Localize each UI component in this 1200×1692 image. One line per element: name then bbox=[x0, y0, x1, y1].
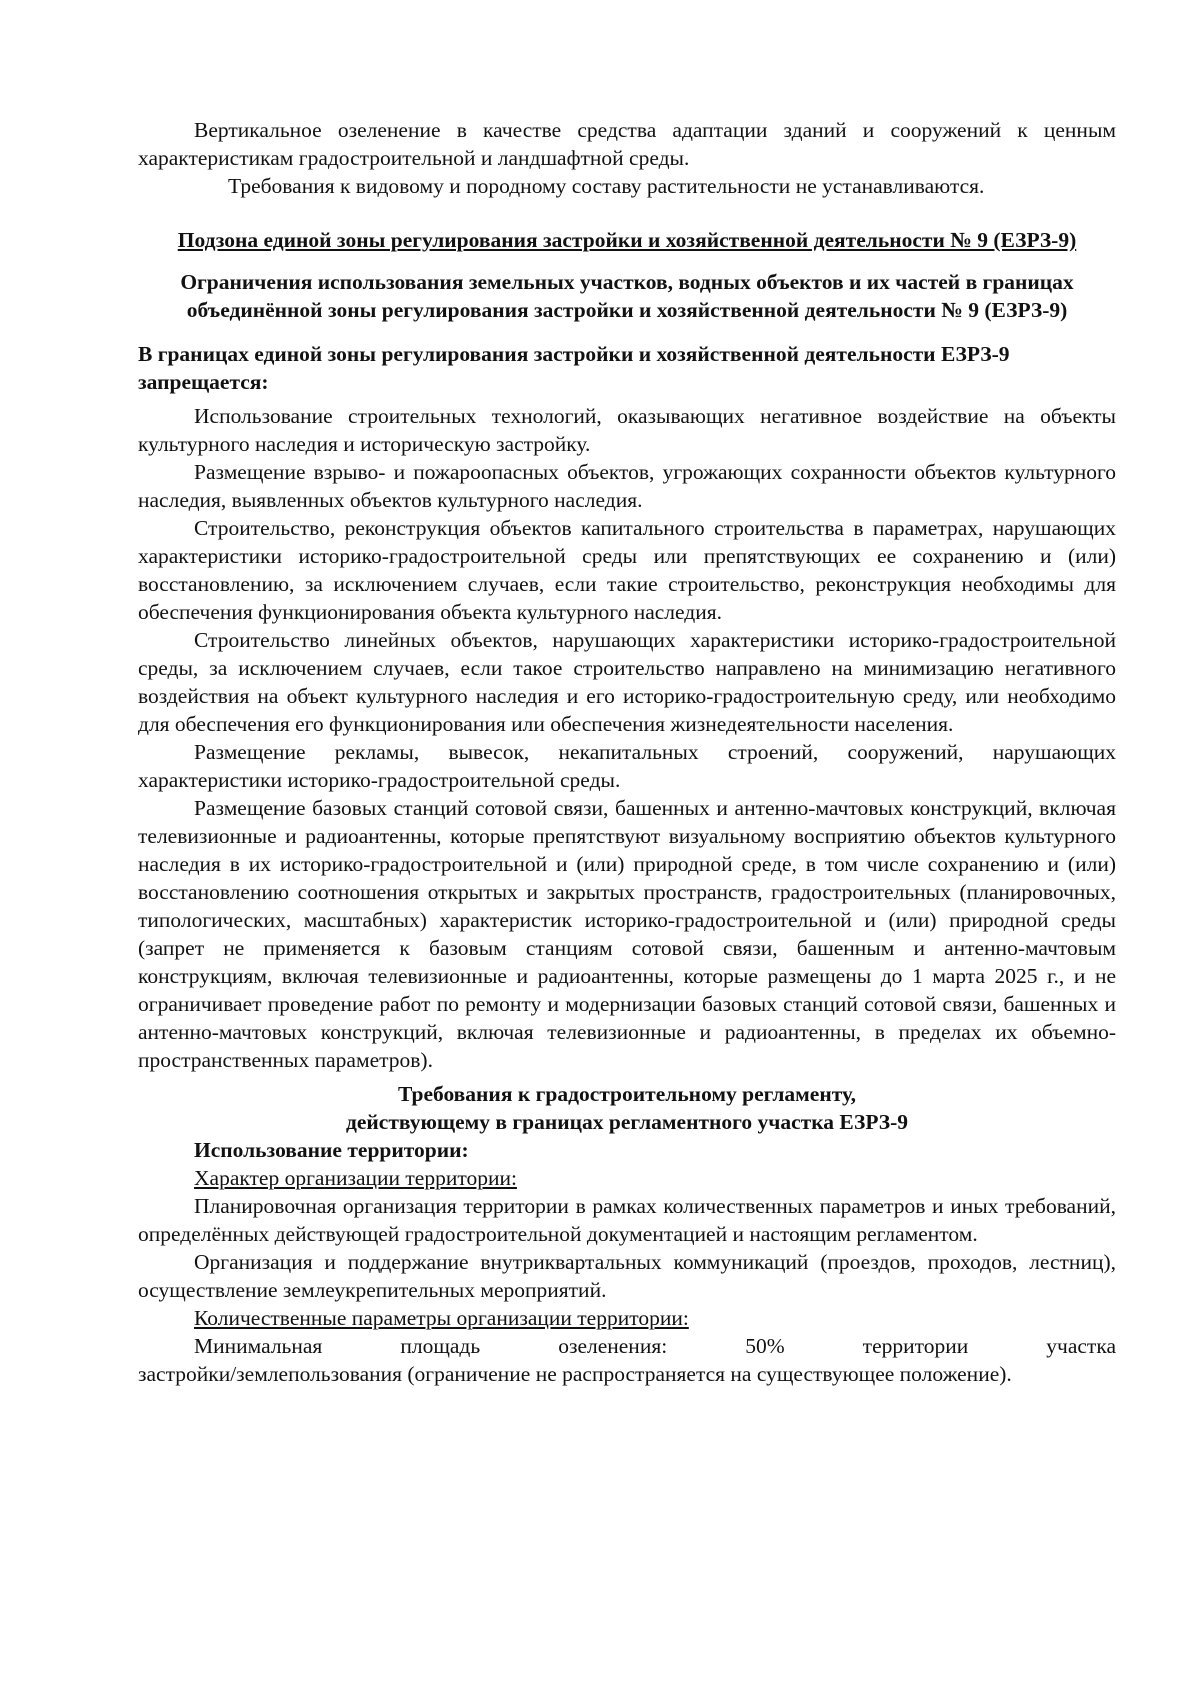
regulations-title-line-2: действующему в границах регламентного участка ЕЗРЗ-9 bbox=[345, 1110, 909, 1134]
prohibited-item-6: Размещение базовых станций сотовой связи, башенных и антенно-мачтовых конструкций, включая телевизионные и радиоантенны, которые препятствуют визуальному восприятию объектов культурного наследия в их историко-градостроительной и (или) природной среде, в том числе сохранению и (или) восстановлению соотношения открытых и закрытых пространств, градостроительных (планировочных, типологических, масштабных) характеристик историко-градостроительной и (или) природной среды (запрет не применяется к базовым станциям сотовой связи, башенным и антенно-мачтовым конструкциям, включая телевизионные и радиоантенны, которые размещены до 1 марта 2025 г., и не ограничивает проведение работ по ремонту и модернизации базовых станций сотовой связи, башенных и антенно-мачтовых конструкций, включая телевизионные и радиоантенны, в пределах их объемно-пространственных параметров). bbox=[138, 796, 1116, 1072]
quantitative-label: Количественные параметры организации территории: bbox=[194, 1306, 689, 1330]
prohibited-item-1: Использование строительных технологий, оказывающих негативное воздействие на объекты культурного наследия и историческую застройку. bbox=[138, 404, 1116, 456]
territory-use-label: Использование территории: bbox=[194, 1138, 469, 1162]
subzone-title: Подзона единой зоны регулирования застройки и хозяйственной деятельности № 9 (ЕЗРЗ-9) bbox=[177, 228, 1077, 252]
organization-character-label: Характер организации территории: bbox=[194, 1166, 517, 1190]
document-body bbox=[138, 116, 1116, 1388]
green-area-line-1: Минимальная площадь озеленения: 50% территории участка bbox=[194, 1334, 1116, 1358]
prohibited-title: В границах единой зоны регулирования застройки и хозяйственной деятельности ЕЗРЗ-9 запрещается: bbox=[138, 342, 1010, 394]
prohibited-item-4: Строительство линейных объектов, нарушающих характеристики историко-градостроительной среды, за исключением случаев, если такое строительство направлено на минимизацию негативного воздействия на объект культурного наследия и его историко-градостроительную среду, или необходимо для обеспечения его функционирования или обеспечения жизнедеятельности населения. bbox=[138, 628, 1116, 736]
organization-item-2: Организация и поддержание внутриквартальных коммуникаций (проездов, проходов, лестниц), осуществление землеукрепительных мероприятий. bbox=[138, 1250, 1116, 1302]
intro-paragraph-2: Требования к видовому и породному составу растительности не устанавливаются. bbox=[228, 174, 985, 198]
intro-paragraph-1: Вертикальное озеленение в качестве средства адаптации зданий и сооружений к ценным характеристикам градостроительной и ландшафтной среды. bbox=[138, 118, 1116, 170]
regulations-title-line-1: Требования к градостроительному регламенту, bbox=[397, 1082, 856, 1106]
restrictions-title: Ограничения использования земельных участков, водных объектов и их частей в границах объединённой зоны регулирования застройки и хозяйственной деятельности № 9 (ЕЗРЗ-9) bbox=[180, 270, 1074, 322]
prohibited-item-2: Размещение взрыво- и пожароопасных объектов, угрожающих сохранности объектов культурного наследия, выявленных объектов культурного наследия. bbox=[138, 460, 1116, 512]
organization-item-1: Планировочная организация территории в рамках количественных параметров и иных требований, определённых действующей градостроительной документацией и настоящим регламентом. bbox=[138, 1194, 1116, 1246]
prohibited-item-5: Размещение рекламы, вывесок, некапитальных строений, сооружений, нарушающих характеристики историко-градостроительной среды. bbox=[138, 740, 1116, 792]
prohibited-item-3: Строительство, реконструкция объектов капитального строительства в параметрах, нарушающих характеристики историко-градостроительной среды или препятствующих ее сохранению и (или) восстановлению, за исключением случаев, если такие строительство, реконструкция необходимы для обеспечения функционирования объекта культурного наследия. bbox=[138, 516, 1116, 624]
green-area-rest: застройки/землепользования (ограничение не распространяется на существующее положение). bbox=[138, 1362, 1012, 1386]
